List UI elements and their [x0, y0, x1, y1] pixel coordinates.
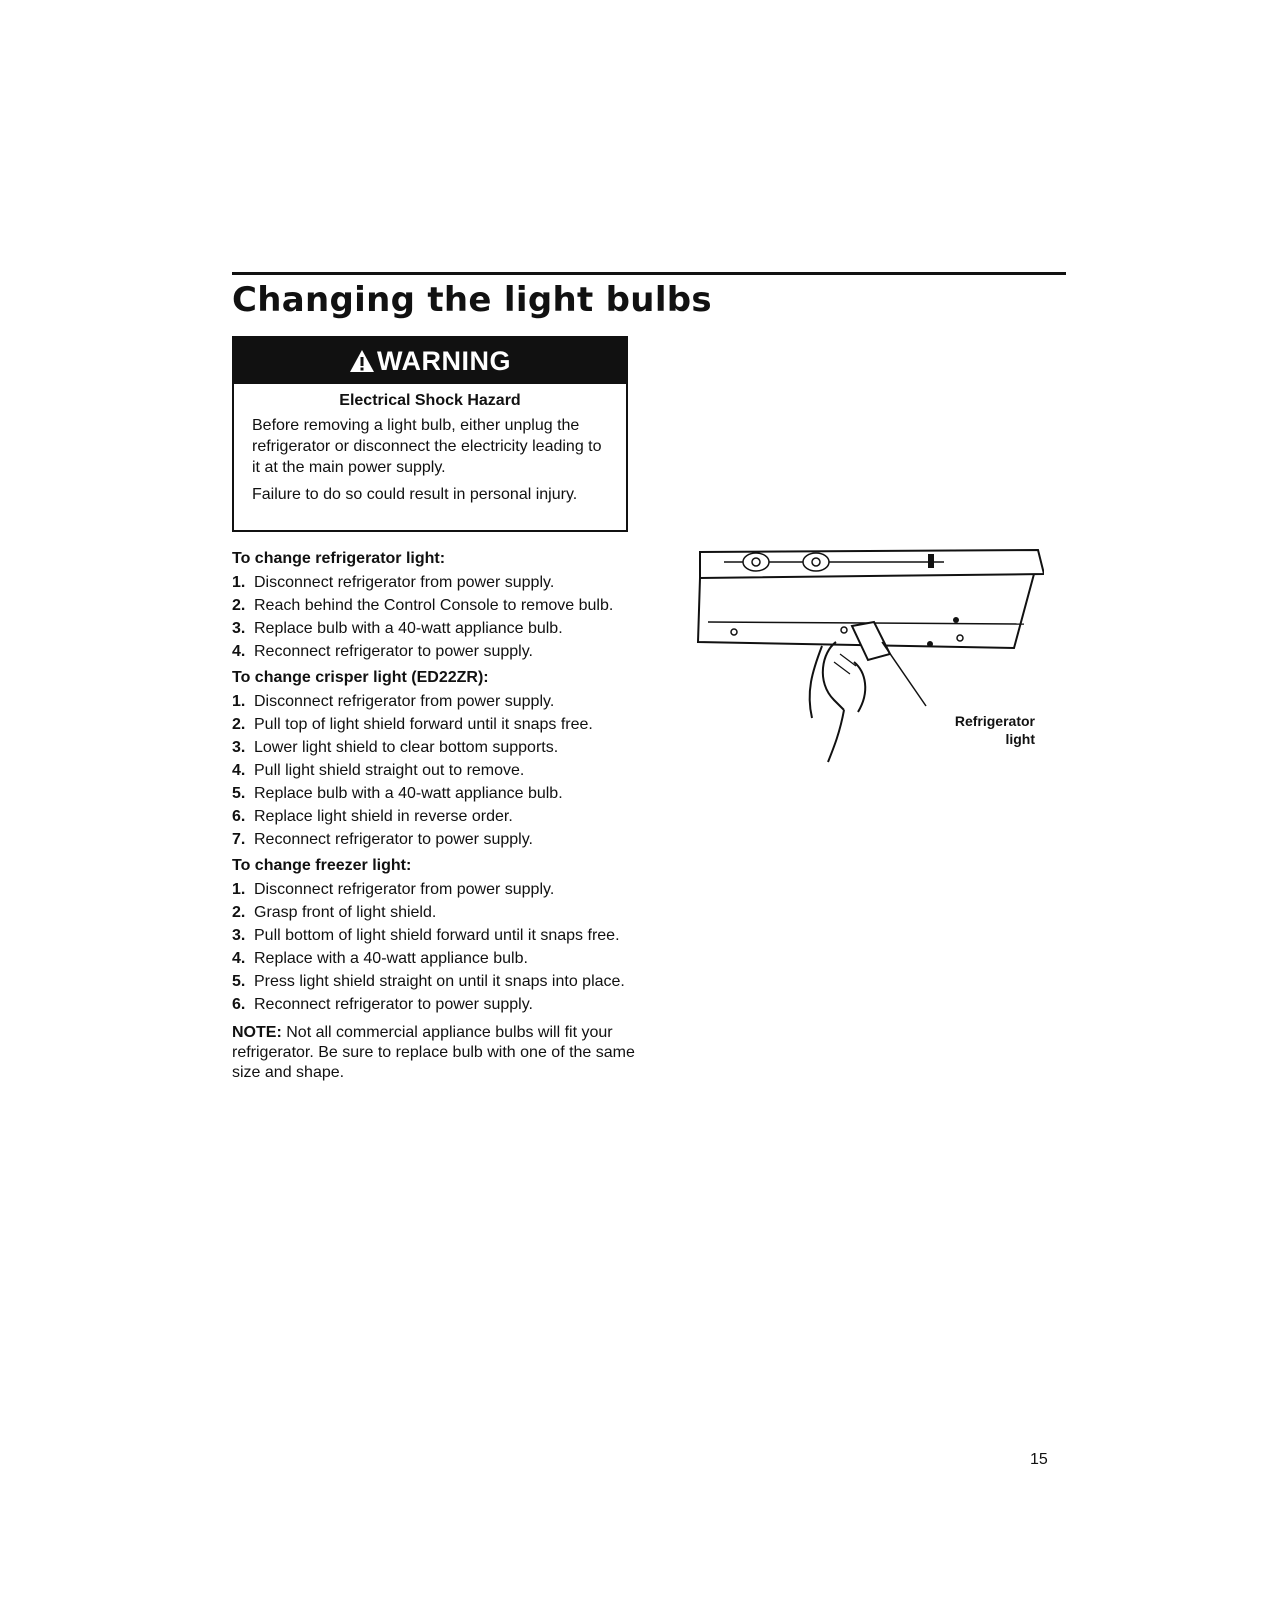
step-list	[232, 573, 642, 662]
step-text: Disconnect refrigerator from power supply.	[254, 574, 555, 591]
step-text: Pull top of light shield forward until it snaps free.	[254, 716, 593, 733]
section-crisper	[232, 668, 642, 850]
page-number: 15	[1030, 1451, 1048, 1468]
list-item	[232, 972, 642, 992]
instructions	[232, 549, 642, 1083]
list-item	[232, 596, 642, 616]
step-number: 4.	[232, 643, 246, 660]
step-text: Replace light shield in reverse order.	[254, 808, 513, 825]
warning-banner	[234, 338, 626, 384]
title-rule	[232, 272, 1066, 275]
step-number: 1.	[232, 881, 246, 898]
step-number: 3.	[232, 739, 246, 756]
step-text: Press light shield straight on until it snaps into place.	[254, 973, 625, 990]
step-text: Reconnect refrigerator to power supply.	[254, 996, 533, 1013]
step-text: Pull bottom of light shield forward until it snaps free.	[254, 927, 620, 944]
page-title: Changing the light bulbs	[232, 280, 712, 320]
list-item	[232, 926, 642, 946]
list-item	[232, 949, 642, 969]
step-number: 3.	[232, 620, 246, 637]
step-text: Reconnect refrigerator to power supply.	[254, 643, 533, 660]
warning-text-2: Failure to do so could result in personal injury.	[252, 486, 578, 503]
list-item	[232, 830, 642, 850]
step-number: 4.	[232, 762, 246, 779]
step-number: 5.	[232, 785, 246, 802]
step-text: Grasp front of light shield.	[254, 904, 437, 921]
warning-banner-label: WARNING	[377, 345, 511, 376]
step-list	[232, 692, 642, 850]
section-freezer	[232, 856, 642, 1015]
section-heading: To change refrigerator light:	[232, 550, 446, 567]
figure-label-line-2: light	[1005, 731, 1035, 747]
step-text: Replace bulb with a 40-watt appliance bulb.	[254, 620, 563, 637]
figure-label	[935, 712, 1035, 748]
step-number: 6.	[232, 996, 246, 1013]
list-item	[232, 715, 642, 735]
warning-subtitle: Electrical Shock Hazard	[339, 392, 521, 409]
section-heading: To change freezer light:	[232, 857, 412, 874]
section-refrigerator	[232, 549, 642, 662]
warning-triangle-icon	[349, 349, 375, 373]
note-text: Not all commercial appliance bulbs will fit your refrigerator. Be sure to replace bulb with one of the same size and shape.	[232, 1024, 635, 1081]
step-number: 2.	[232, 904, 246, 921]
list-item	[232, 619, 642, 639]
list-item	[232, 807, 642, 827]
step-text: Disconnect refrigerator from power supply.	[254, 881, 555, 898]
list-item	[232, 995, 642, 1015]
list-item	[232, 903, 642, 923]
list-item	[232, 573, 642, 593]
list-item	[232, 784, 642, 804]
step-number: 6.	[232, 808, 246, 825]
figure-label-line-1: Refrigerator	[954, 713, 1035, 729]
list-item	[232, 880, 642, 900]
list-item	[232, 692, 642, 712]
note	[232, 1023, 642, 1083]
step-number: 2.	[232, 716, 246, 733]
step-text: Replace with a 40-watt appliance bulb.	[254, 950, 528, 967]
list-item	[232, 642, 642, 662]
step-number: 4.	[232, 950, 246, 967]
step-number: 2.	[232, 597, 246, 614]
step-text: Lower light shield to clear bottom supports.	[254, 739, 559, 756]
step-text: Pull light shield straight out to remove.	[254, 762, 525, 779]
step-number: 3.	[232, 927, 246, 944]
section-heading: To change crisper light (ED22ZR):	[232, 669, 489, 686]
step-text: Reach behind the Control Console to remove bulb.	[254, 597, 614, 614]
warning-text-1: Before removing a light bulb, either unplug the refrigerator or disconnect the electricity leading to it at the main power supply.	[252, 417, 602, 476]
step-number: 1.	[232, 574, 246, 591]
step-text: Reconnect refrigerator to power supply.	[254, 831, 533, 848]
step-number: 7.	[232, 831, 246, 848]
list-item	[232, 738, 642, 758]
list-item	[232, 761, 642, 781]
step-text: Replace bulb with a 40-watt appliance bulb.	[254, 785, 563, 802]
warning-box	[232, 336, 628, 532]
step-text: Disconnect refrigerator from power supply.	[254, 693, 555, 710]
step-list	[232, 880, 642, 1015]
note-label: NOTE:	[232, 1024, 282, 1041]
step-number: 1.	[232, 693, 246, 710]
step-number: 5.	[232, 973, 246, 990]
